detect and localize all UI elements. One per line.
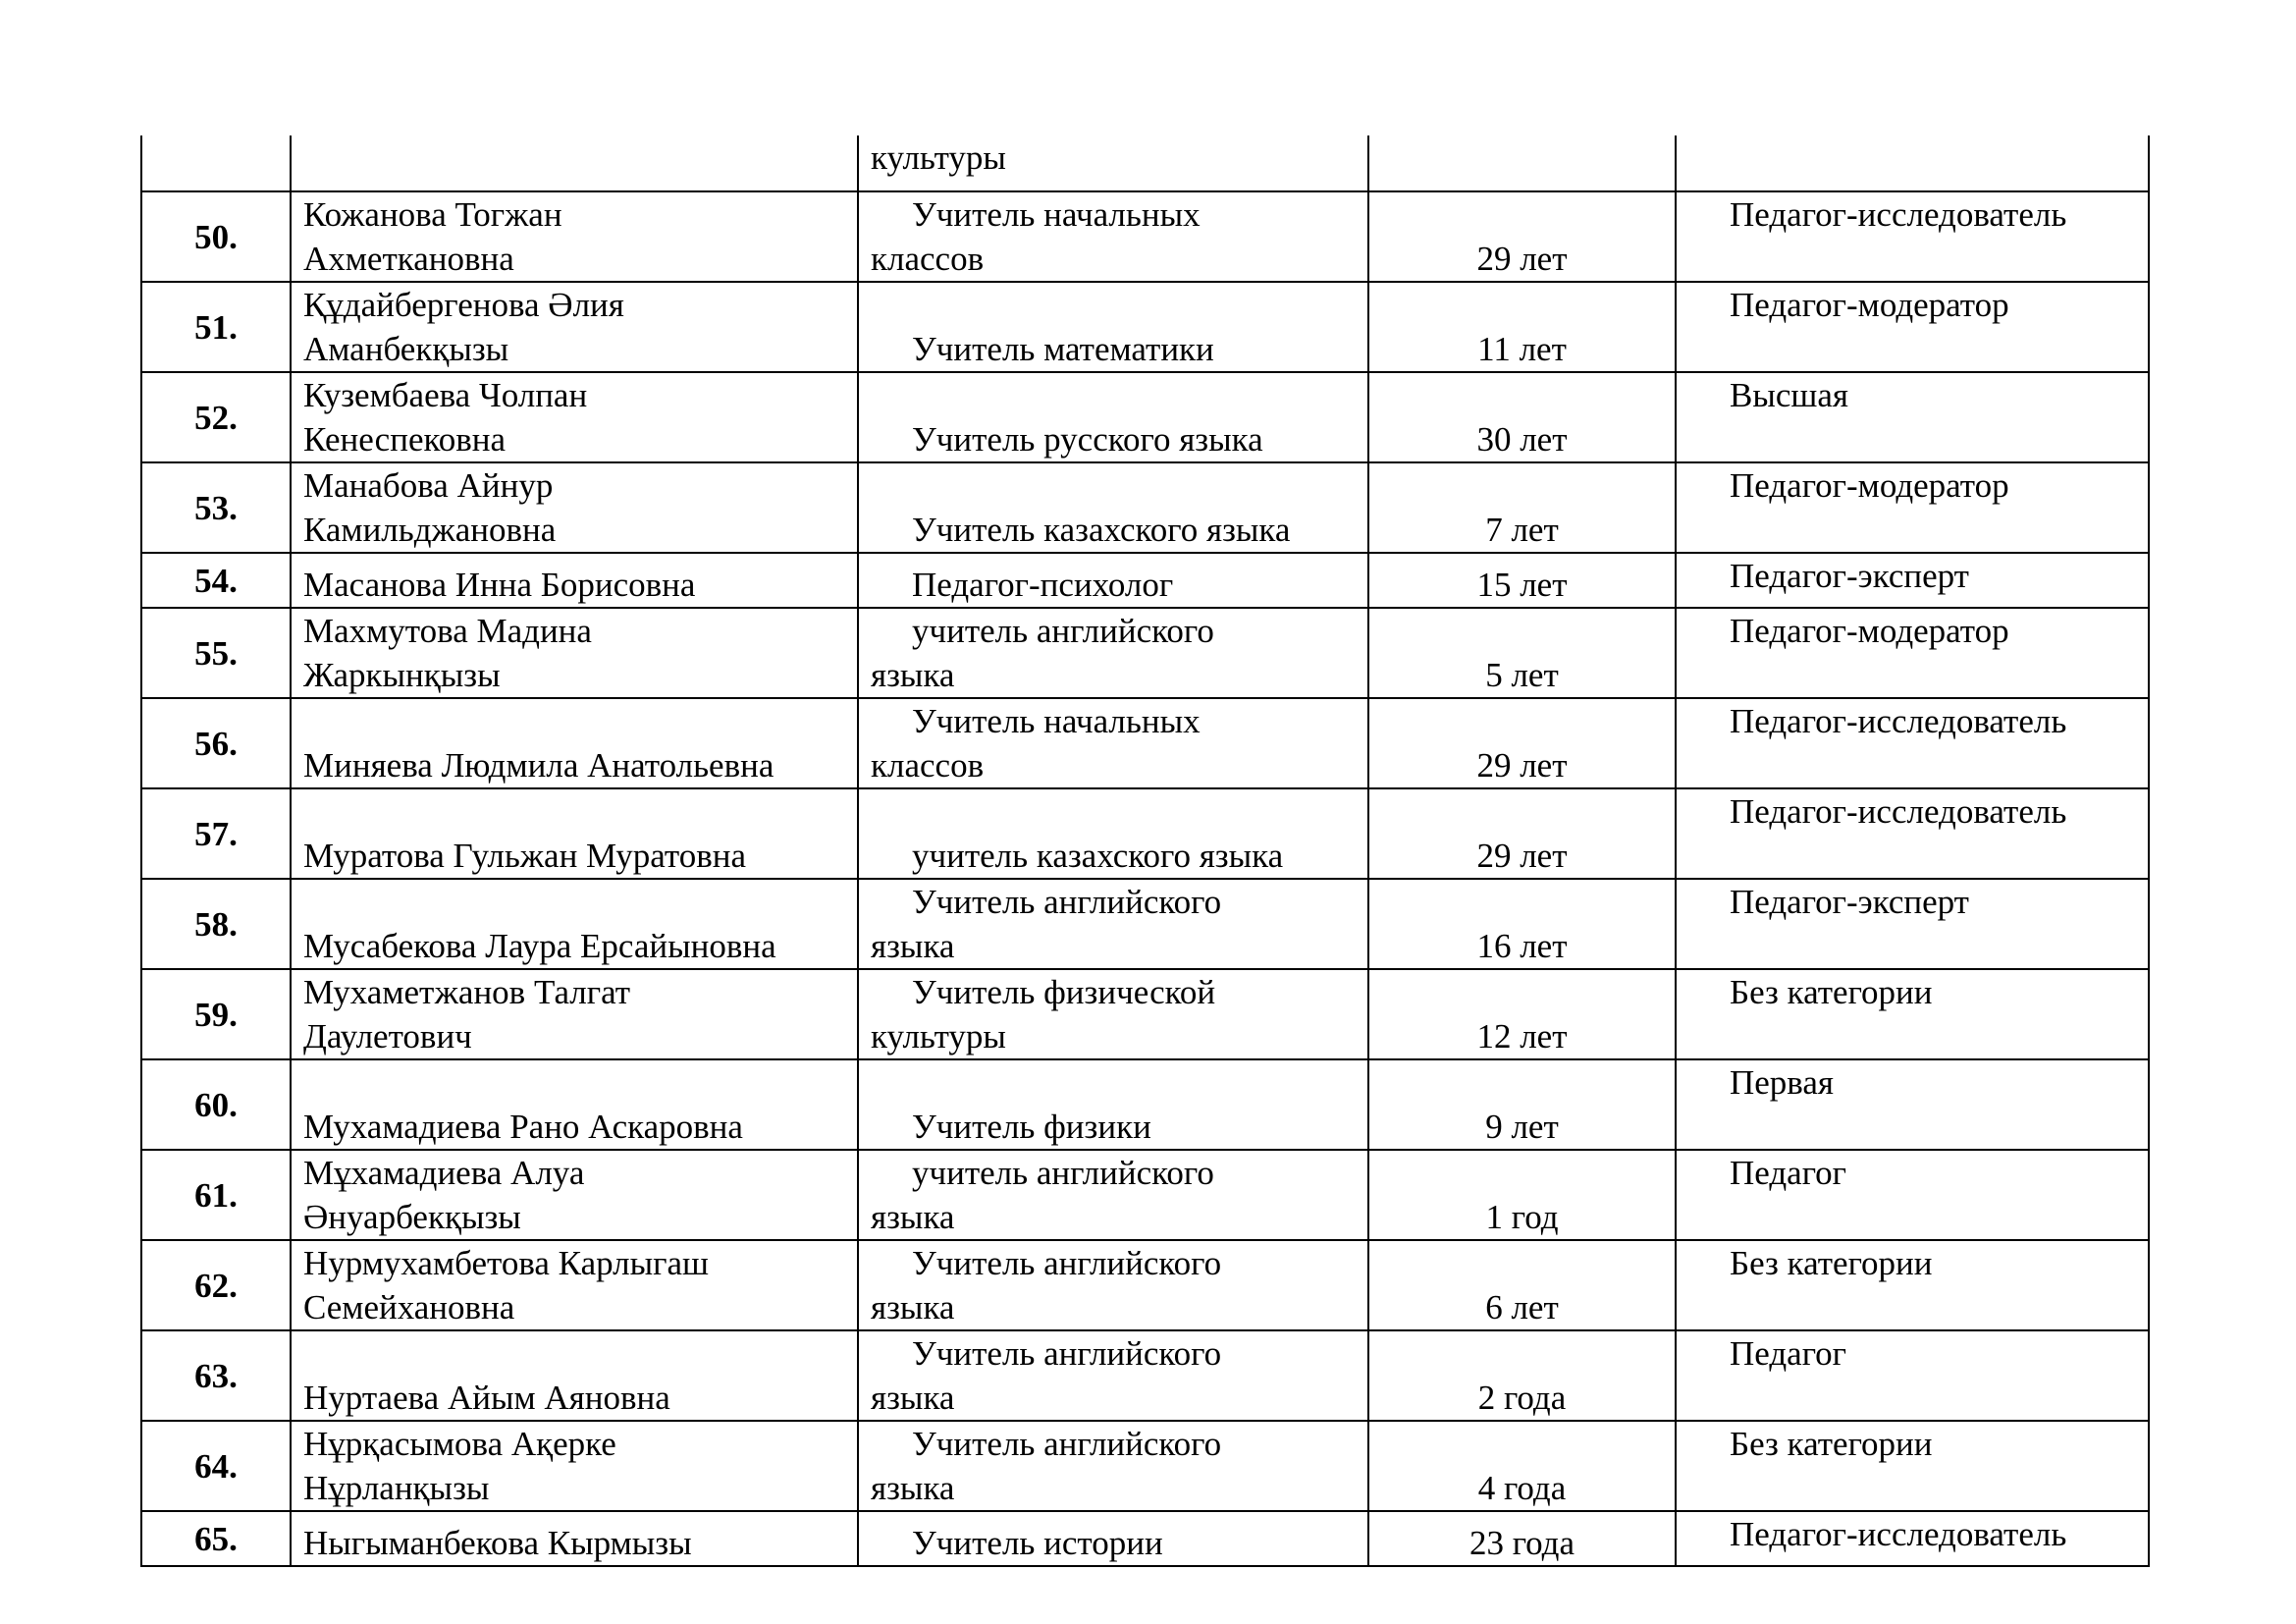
- teacher-name: Нурмухамбетова Карлыгаш Семейхановна: [291, 1240, 858, 1330]
- teacher-name: Масанова Инна Борисовна: [291, 553, 858, 608]
- table-row: [141, 1240, 2149, 1330]
- teacher-position: Педагог-психолог: [858, 553, 1368, 608]
- teacher-name: Манабова Айнур Камильджановна: [291, 462, 858, 553]
- teacher-name: Ныгыманбекова Кырмызы: [291, 1511, 858, 1566]
- table-row: [141, 282, 2149, 372]
- row-number: 56.: [141, 698, 291, 788]
- table-row: [141, 608, 2149, 698]
- teacher-name: Нуртаева Айым Аяновна: [291, 1330, 858, 1421]
- teacher-position: Учитель русского языка: [858, 372, 1368, 462]
- teacher-position: Учитель английского языка: [858, 1330, 1368, 1421]
- teaching-experience: [1368, 135, 1676, 191]
- teaching-experience: 4 года: [1368, 1421, 1676, 1511]
- teacher-name: Мухаметжанов Талгат Даулетович: [291, 969, 858, 1059]
- qualification-category: Педагог-модератор: [1676, 282, 2149, 372]
- table-row: [141, 553, 2149, 608]
- teaching-experience: 29 лет: [1368, 788, 1676, 879]
- teacher-position: культуры: [858, 135, 1368, 191]
- teacher-position: Учитель физики: [858, 1059, 1368, 1150]
- staff-table: [140, 135, 2150, 1567]
- teacher-position: Учитель английского языка: [858, 1421, 1368, 1511]
- teacher-position: учитель казахского языка: [858, 788, 1368, 879]
- row-number: 63.: [141, 1330, 291, 1421]
- qualification-category: Без категории: [1676, 1240, 2149, 1330]
- teaching-experience: 23 года: [1368, 1511, 1676, 1566]
- qualification-category: Педагог-исследователь: [1676, 1511, 2149, 1566]
- teacher-position: Учитель английского языка: [858, 879, 1368, 969]
- teaching-experience: 29 лет: [1368, 698, 1676, 788]
- qualification-category: Педагог-эксперт: [1676, 879, 2149, 969]
- teaching-experience: 2 года: [1368, 1330, 1676, 1421]
- teaching-experience: 15 лет: [1368, 553, 1676, 608]
- row-number: 57.: [141, 788, 291, 879]
- teaching-experience: 30 лет: [1368, 372, 1676, 462]
- qualification-category: Педагог: [1676, 1150, 2149, 1240]
- teacher-name: Мухамадиева Рано Аскаровна: [291, 1059, 858, 1150]
- teacher-position: Учитель математики: [858, 282, 1368, 372]
- row-number: 61.: [141, 1150, 291, 1240]
- teacher-name: Миняева Людмила Анатольевна: [291, 698, 858, 788]
- row-number: 58.: [141, 879, 291, 969]
- row-number: 62.: [141, 1240, 291, 1330]
- table-row: [141, 1059, 2149, 1150]
- teacher-position: Учитель истории: [858, 1511, 1368, 1566]
- qualification-category: Педагог-исследователь: [1676, 191, 2149, 282]
- table-row: [141, 1511, 2149, 1566]
- teaching-experience: 11 лет: [1368, 282, 1676, 372]
- qualification-category: Высшая: [1676, 372, 2149, 462]
- table-row: [141, 969, 2149, 1059]
- row-number: 52.: [141, 372, 291, 462]
- qualification-category: Без категории: [1676, 969, 2149, 1059]
- table-row: [141, 788, 2149, 879]
- row-number: 54.: [141, 553, 291, 608]
- qualification-category: Педагог-исследователь: [1676, 698, 2149, 788]
- table-row: [141, 372, 2149, 462]
- table-row: [141, 879, 2149, 969]
- table-row: [141, 462, 2149, 553]
- teacher-position: Учитель казахского языка: [858, 462, 1368, 553]
- teacher-position: Учитель начальных классов: [858, 698, 1368, 788]
- teacher-position: Учитель начальных классов: [858, 191, 1368, 282]
- qualification-category: Педагог-модератор: [1676, 608, 2149, 698]
- teacher-name: Құдайбергенова Әлия Аманбекқызы: [291, 282, 858, 372]
- teacher-name: Мұхамадиева Алуа Әнуарбекқызы: [291, 1150, 858, 1240]
- teacher-position: учитель английского языка: [858, 1150, 1368, 1240]
- qualification-category: Педагог-исследователь: [1676, 788, 2149, 879]
- teacher-name: Кожанова Тогжан Ахметкановна: [291, 191, 858, 282]
- qualification-category: Первая: [1676, 1059, 2149, 1150]
- row-number: 64.: [141, 1421, 291, 1511]
- teacher-name: Кузембаева Чолпан Кенеспековна: [291, 372, 858, 462]
- staff-table-body: [141, 135, 2149, 1566]
- teacher-name: Нұрқасымова Ақерке Нұрланқызы: [291, 1421, 858, 1511]
- teacher-name: Мусабекова Лаура Ерсайыновна: [291, 879, 858, 969]
- qualification-category: Педагог-модератор: [1676, 462, 2149, 553]
- row-number: [141, 135, 291, 191]
- teacher-name: [291, 135, 858, 191]
- table-row: [141, 1330, 2149, 1421]
- table-row: [141, 1150, 2149, 1240]
- row-number: 51.: [141, 282, 291, 372]
- teaching-experience: 16 лет: [1368, 879, 1676, 969]
- table-row-continuation: [141, 135, 2149, 191]
- table-row: [141, 698, 2149, 788]
- teacher-position: Учитель физической культуры: [858, 969, 1368, 1059]
- row-number: 50.: [141, 191, 291, 282]
- row-number: 59.: [141, 969, 291, 1059]
- teaching-experience: 6 лет: [1368, 1240, 1676, 1330]
- teaching-experience: 1 год: [1368, 1150, 1676, 1240]
- teacher-position: учитель английского языка: [858, 608, 1368, 698]
- row-number: 55.: [141, 608, 291, 698]
- table-row: [141, 191, 2149, 282]
- teacher-name: Муратова Гульжан Муратовна: [291, 788, 858, 879]
- qualification-category: Педагог-эксперт: [1676, 553, 2149, 608]
- row-number: 53.: [141, 462, 291, 553]
- teacher-name: Махмутова Мадина Жаркынқызы: [291, 608, 858, 698]
- teaching-experience: 7 лет: [1368, 462, 1676, 553]
- qualification-category: Педагог: [1676, 1330, 2149, 1421]
- table-row: [141, 1421, 2149, 1511]
- qualification-category: [1676, 135, 2149, 191]
- teaching-experience: 5 лет: [1368, 608, 1676, 698]
- row-number: 60.: [141, 1059, 291, 1150]
- teaching-experience: 9 лет: [1368, 1059, 1676, 1150]
- teaching-experience: 29 лет: [1368, 191, 1676, 282]
- qualification-category: Без категории: [1676, 1421, 2149, 1511]
- row-number: 65.: [141, 1511, 291, 1566]
- teacher-position: Учитель английского языка: [858, 1240, 1368, 1330]
- teaching-experience: 12 лет: [1368, 969, 1676, 1059]
